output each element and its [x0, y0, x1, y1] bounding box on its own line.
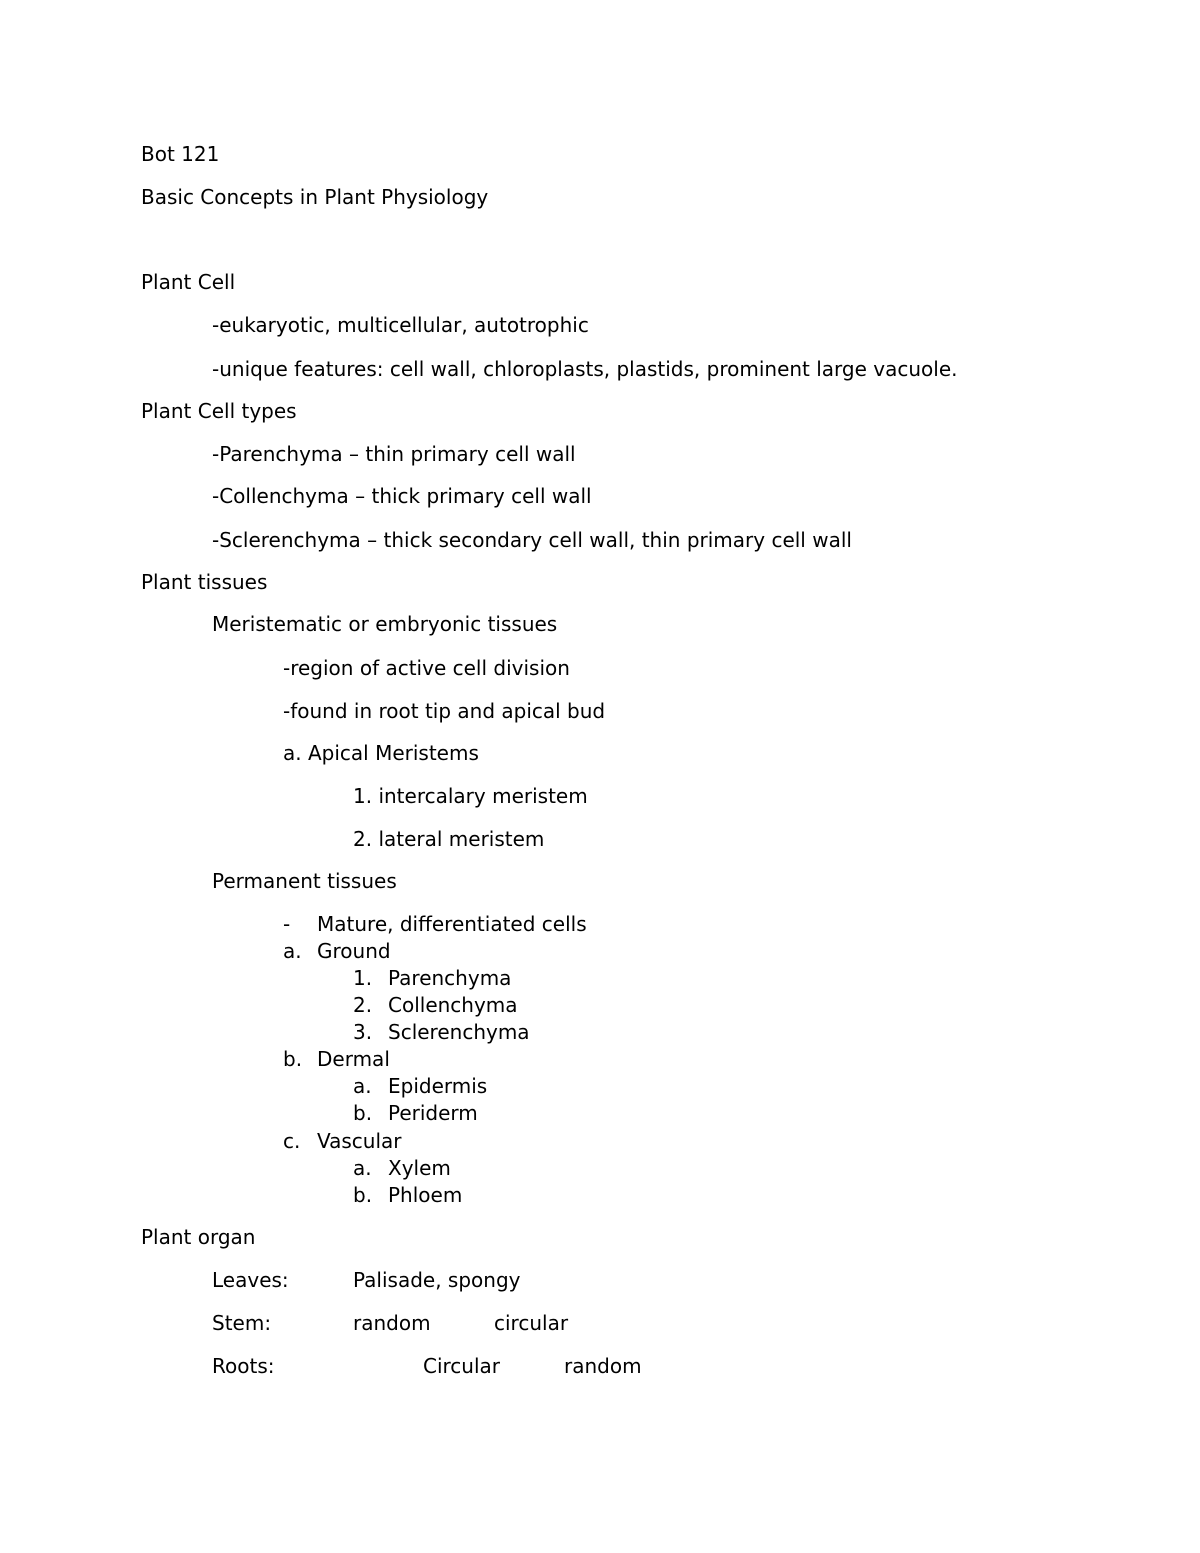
organ-label: Roots: — [212, 1354, 275, 1378]
cell-type-item: -Sclerenchyma – thick secondary cell wall, thin primary cell wall — [212, 528, 852, 552]
organ-value: Circular — [423, 1354, 501, 1378]
meristematic-point: -region of active cell division — [283, 656, 570, 680]
plant-cell-point: -eukaryotic, multicellular, autotrophic — [212, 313, 589, 337]
meristematic-heading: Meristematic or embryonic tissues — [212, 612, 558, 636]
list-marker: - — [283, 912, 291, 936]
tissue-group-label: Vascular — [317, 1129, 402, 1153]
organ-value: circular — [494, 1311, 569, 1335]
organ-value: random — [353, 1311, 431, 1335]
list-marker: 1. — [353, 966, 373, 990]
plant-organ-heading: Plant organ — [141, 1225, 256, 1249]
list-marker: b. — [283, 1047, 303, 1071]
plant-cell-point: -unique features: cell wall, chloroplasts, plastids, prominent large vacuole. — [212, 357, 958, 381]
meristematic-point: -found in root tip and apical bud — [283, 699, 606, 723]
cell-types-heading: Plant Cell types — [141, 399, 297, 423]
list-marker: a. — [283, 939, 302, 963]
tissue-item: Periderm — [388, 1101, 478, 1125]
list-marker: 3. — [353, 1020, 373, 1044]
tissue-item: Phloem — [388, 1183, 463, 1207]
cell-type-item: -Collenchyma – thick primary cell wall — [212, 484, 592, 508]
list-marker: a. — [353, 1074, 372, 1098]
tissue-item: Xylem — [388, 1156, 451, 1180]
tissue-group-label: Ground — [317, 939, 391, 963]
tissue-item: Parenchyma — [388, 966, 512, 990]
list-marker: 2. — [353, 993, 373, 1017]
organ-label: Stem: — [212, 1311, 272, 1335]
tissue-item: Collenchyma — [388, 993, 518, 1017]
apical-meristem-item: 1. intercalary meristem — [353, 784, 588, 808]
course-code: Bot 121 — [141, 142, 220, 166]
organ-value: Palisade, spongy — [353, 1268, 521, 1292]
tissue-item: Sclerenchyma — [388, 1020, 530, 1044]
cell-type-item: -Parenchyma – thin primary cell wall — [212, 442, 576, 466]
permanent-heading: Permanent tissues — [212, 869, 397, 893]
list-marker: b. — [353, 1183, 373, 1207]
list-marker: c. — [283, 1129, 301, 1153]
organ-label: Leaves: — [212, 1268, 289, 1292]
tissue-item: Epidermis — [388, 1074, 488, 1098]
course-title: Basic Concepts in Plant Physiology — [141, 185, 489, 209]
apical-meristem-item: 2. lateral meristem — [353, 827, 545, 851]
list-marker: a. — [353, 1156, 372, 1180]
list-marker: b. — [353, 1101, 373, 1125]
permanent-description: Mature, differentiated cells — [317, 912, 587, 936]
organ-value: random — [564, 1354, 642, 1378]
plant-cell-heading: Plant Cell — [141, 270, 236, 294]
tissue-group-label: Dermal — [317, 1047, 390, 1071]
apical-meristems-label: a. Apical Meristems — [283, 741, 479, 765]
plant-tissues-heading: Plant tissues — [141, 570, 268, 594]
